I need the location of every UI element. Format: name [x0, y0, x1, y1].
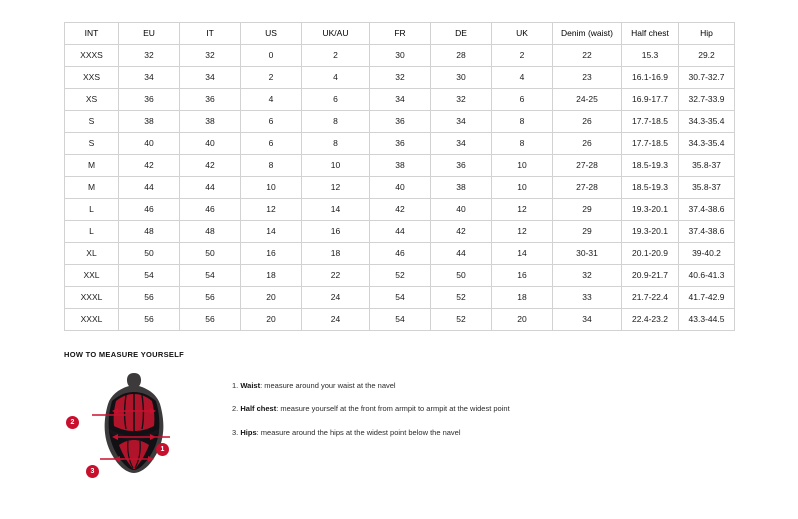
cell-fr: 40 [370, 177, 431, 199]
cell-ukau: 18 [302, 243, 370, 265]
cell-de: 42 [431, 221, 492, 243]
measure-steps-list [232, 369, 510, 451]
step-number: 3. [232, 427, 239, 437]
cell-hip: 41.7-42.9 [679, 287, 735, 309]
how-to-measure-body [64, 369, 734, 494]
cell-fr: 54 [370, 287, 431, 309]
cell-uk: 12 [492, 199, 553, 221]
column-header: IT [180, 23, 241, 45]
cell-ukau: 10 [302, 155, 370, 177]
cell-hip: 35.8-37 [679, 177, 735, 199]
cell-uk: 18 [492, 287, 553, 309]
cell-fr: 46 [370, 243, 431, 265]
cell-us: 14 [241, 221, 302, 243]
measure-step-hips [232, 428, 510, 437]
cell-fr: 34 [370, 89, 431, 111]
column-header: Denim (waist) [553, 23, 622, 45]
mannequin-illustration [86, 371, 182, 491]
cell-eu: 32 [119, 45, 180, 67]
cell-half-chest: 16.1-16.9 [622, 67, 679, 89]
cell-half-chest: 17.7-18.5 [622, 111, 679, 133]
measure-badge-3: 3 [86, 465, 99, 478]
column-header: INT [65, 23, 119, 45]
cell-fr: 38 [370, 155, 431, 177]
cell-eu: 54 [119, 265, 180, 287]
cell-int: XS [65, 89, 119, 111]
cell-hip: 37.4-38.6 [679, 199, 735, 221]
cell-denim: 34 [553, 309, 622, 331]
cell-eu: 44 [119, 177, 180, 199]
cell-denim: 26 [553, 111, 622, 133]
cell-uk: 20 [492, 309, 553, 331]
cell-fr: 42 [370, 199, 431, 221]
cell-us: 18 [241, 265, 302, 287]
cell-half-chest: 16.9-17.7 [622, 89, 679, 111]
cell-uk: 6 [492, 89, 553, 111]
measure-badge-1: 1 [156, 443, 169, 456]
table-row [65, 287, 735, 309]
cell-it: 42 [180, 155, 241, 177]
cell-int: XXS [65, 67, 119, 89]
size-chart-container [64, 22, 734, 331]
cell-int: XXXL [65, 287, 119, 309]
cell-us: 0 [241, 45, 302, 67]
table-row [65, 89, 735, 111]
cell-half-chest: 19.3-20.1 [622, 221, 679, 243]
column-header: DE [431, 23, 492, 45]
cell-it: 54 [180, 265, 241, 287]
table-row [65, 155, 735, 177]
cell-it: 38 [180, 111, 241, 133]
cell-uk: 10 [492, 177, 553, 199]
cell-denim: 32 [553, 265, 622, 287]
table-row [65, 221, 735, 243]
cell-hip: 39-40.2 [679, 243, 735, 265]
cell-hip: 40.6-41.3 [679, 265, 735, 287]
cell-de: 40 [431, 199, 492, 221]
cell-ukau: 2 [302, 45, 370, 67]
cell-de: 52 [431, 287, 492, 309]
cell-int: L [65, 221, 119, 243]
cell-half-chest: 18.5-19.3 [622, 177, 679, 199]
cell-eu: 56 [119, 287, 180, 309]
table-row [65, 133, 735, 155]
cell-ukau: 4 [302, 67, 370, 89]
cell-it: 44 [180, 177, 241, 199]
cell-eu: 38 [119, 111, 180, 133]
cell-eu: 40 [119, 133, 180, 155]
cell-eu: 36 [119, 89, 180, 111]
cell-denim: 30-31 [553, 243, 622, 265]
cell-denim: 27-28 [553, 155, 622, 177]
step-text: : measure around the hips at the widest point below the navel [256, 427, 461, 437]
table-header-row [65, 23, 735, 45]
step-text: : measure yourself at the front from armpit to armpit at the widest point [276, 404, 510, 414]
cell-it: 56 [180, 287, 241, 309]
cell-us: 16 [241, 243, 302, 265]
cell-eu: 46 [119, 199, 180, 221]
cell-uk: 8 [492, 111, 553, 133]
cell-ukau: 14 [302, 199, 370, 221]
cell-denim: 23 [553, 67, 622, 89]
cell-half-chest: 22.4-23.2 [622, 309, 679, 331]
cell-de: 36 [431, 155, 492, 177]
cell-denim: 24-25 [553, 89, 622, 111]
cell-uk: 12 [492, 221, 553, 243]
table-row [65, 243, 735, 265]
column-header: EU [119, 23, 180, 45]
cell-int: L [65, 199, 119, 221]
cell-us: 10 [241, 177, 302, 199]
step-term: Waist [240, 381, 261, 390]
cell-us: 8 [241, 155, 302, 177]
column-header: Half chest [622, 23, 679, 45]
cell-denim: 27-28 [553, 177, 622, 199]
cell-de: 28 [431, 45, 492, 67]
cell-denim: 26 [553, 133, 622, 155]
cell-uk: 14 [492, 243, 553, 265]
cell-it: 34 [180, 67, 241, 89]
cell-uk: 10 [492, 155, 553, 177]
cell-half-chest: 18.5-19.3 [622, 155, 679, 177]
table-row [65, 309, 735, 331]
cell-half-chest: 17.7-18.5 [622, 133, 679, 155]
cell-eu: 48 [119, 221, 180, 243]
cell-half-chest: 20.9-21.7 [622, 265, 679, 287]
step-term: Hips [240, 427, 257, 437]
cell-ukau: 6 [302, 89, 370, 111]
cell-de: 50 [431, 265, 492, 287]
cell-hip: 32.7-33.9 [679, 89, 735, 111]
cell-eu: 34 [119, 67, 180, 89]
table-row [65, 265, 735, 287]
cell-hip: 43.3-44.5 [679, 309, 735, 331]
cell-de: 34 [431, 133, 492, 155]
measure-step-waist [232, 381, 510, 390]
cell-us: 4 [241, 89, 302, 111]
cell-int: XXXS [65, 45, 119, 67]
cell-int: S [65, 111, 119, 133]
table-row [65, 67, 735, 89]
step-text: : measure around your waist at the navel [260, 381, 396, 390]
cell-ukau: 8 [302, 111, 370, 133]
cell-de: 34 [431, 111, 492, 133]
cell-it: 36 [180, 89, 241, 111]
cell-hip: 30.7-32.7 [679, 67, 735, 89]
cell-denim: 29 [553, 221, 622, 243]
cell-denim: 22 [553, 45, 622, 67]
cell-denim: 29 [553, 199, 622, 221]
cell-fr: 32 [370, 67, 431, 89]
cell-hip: 35.8-37 [679, 155, 735, 177]
cell-ukau: 24 [302, 287, 370, 309]
cell-hip: 37.4-38.6 [679, 221, 735, 243]
measure-badge-2: 2 [66, 416, 79, 429]
cell-us: 20 [241, 287, 302, 309]
column-header: FR [370, 23, 431, 45]
cell-ukau: 8 [302, 133, 370, 155]
cell-de: 32 [431, 89, 492, 111]
cell-fr: 36 [370, 111, 431, 133]
cell-it: 40 [180, 133, 241, 155]
cell-half-chest: 21.7-22.4 [622, 287, 679, 309]
cell-int: M [65, 155, 119, 177]
cell-ukau: 16 [302, 221, 370, 243]
column-header: UK [492, 23, 553, 45]
cell-ukau: 24 [302, 309, 370, 331]
cell-int: XL [65, 243, 119, 265]
cell-fr: 52 [370, 265, 431, 287]
cell-it: 56 [180, 309, 241, 331]
table-row [65, 111, 735, 133]
cell-int: XXL [65, 265, 119, 287]
cell-half-chest: 19.3-20.1 [622, 199, 679, 221]
cell-fr: 54 [370, 309, 431, 331]
size-chart-table [64, 22, 735, 331]
cell-eu: 42 [119, 155, 180, 177]
cell-ukau: 12 [302, 177, 370, 199]
cell-int: XXXL [65, 309, 119, 331]
cell-uk: 16 [492, 265, 553, 287]
cell-hip: 34.3-35.4 [679, 133, 735, 155]
cell-half-chest: 15.3 [622, 45, 679, 67]
column-header: UK/AU [302, 23, 370, 45]
cell-hip: 29.2 [679, 45, 735, 67]
cell-de: 44 [431, 243, 492, 265]
cell-denim: 33 [553, 287, 622, 309]
measure-step-half-chest [232, 404, 510, 413]
cell-fr: 36 [370, 133, 431, 155]
step-number: 1. [232, 381, 239, 390]
cell-us: 12 [241, 199, 302, 221]
column-header: Hip [679, 23, 735, 45]
cell-int: M [65, 177, 119, 199]
cell-uk: 2 [492, 45, 553, 67]
cell-fr: 44 [370, 221, 431, 243]
cell-it: 46 [180, 199, 241, 221]
cell-eu: 56 [119, 309, 180, 331]
column-header: US [241, 23, 302, 45]
cell-us: 6 [241, 111, 302, 133]
cell-eu: 50 [119, 243, 180, 265]
cell-int: S [65, 133, 119, 155]
cell-de: 38 [431, 177, 492, 199]
cell-ukau: 22 [302, 265, 370, 287]
cell-uk: 8 [492, 133, 553, 155]
cell-us: 6 [241, 133, 302, 155]
table-row [65, 45, 735, 67]
cell-fr: 30 [370, 45, 431, 67]
cell-de: 52 [431, 309, 492, 331]
cell-uk: 4 [492, 67, 553, 89]
cell-us: 20 [241, 309, 302, 331]
cell-half-chest: 20.1-20.9 [622, 243, 679, 265]
cell-it: 50 [180, 243, 241, 265]
table-row [65, 177, 735, 199]
cell-us: 2 [241, 67, 302, 89]
cell-it: 32 [180, 45, 241, 67]
how-to-measure-section [64, 350, 734, 494]
cell-it: 48 [180, 221, 241, 243]
cell-de: 30 [431, 67, 492, 89]
measurement-figure [64, 369, 184, 494]
how-to-measure-title: HOW TO MEASURE YOURSELF [64, 350, 184, 359]
step-number: 2. [232, 404, 239, 414]
step-term: Half chest [240, 404, 277, 414]
cell-hip: 34.3-35.4 [679, 111, 735, 133]
table-row [65, 199, 735, 221]
